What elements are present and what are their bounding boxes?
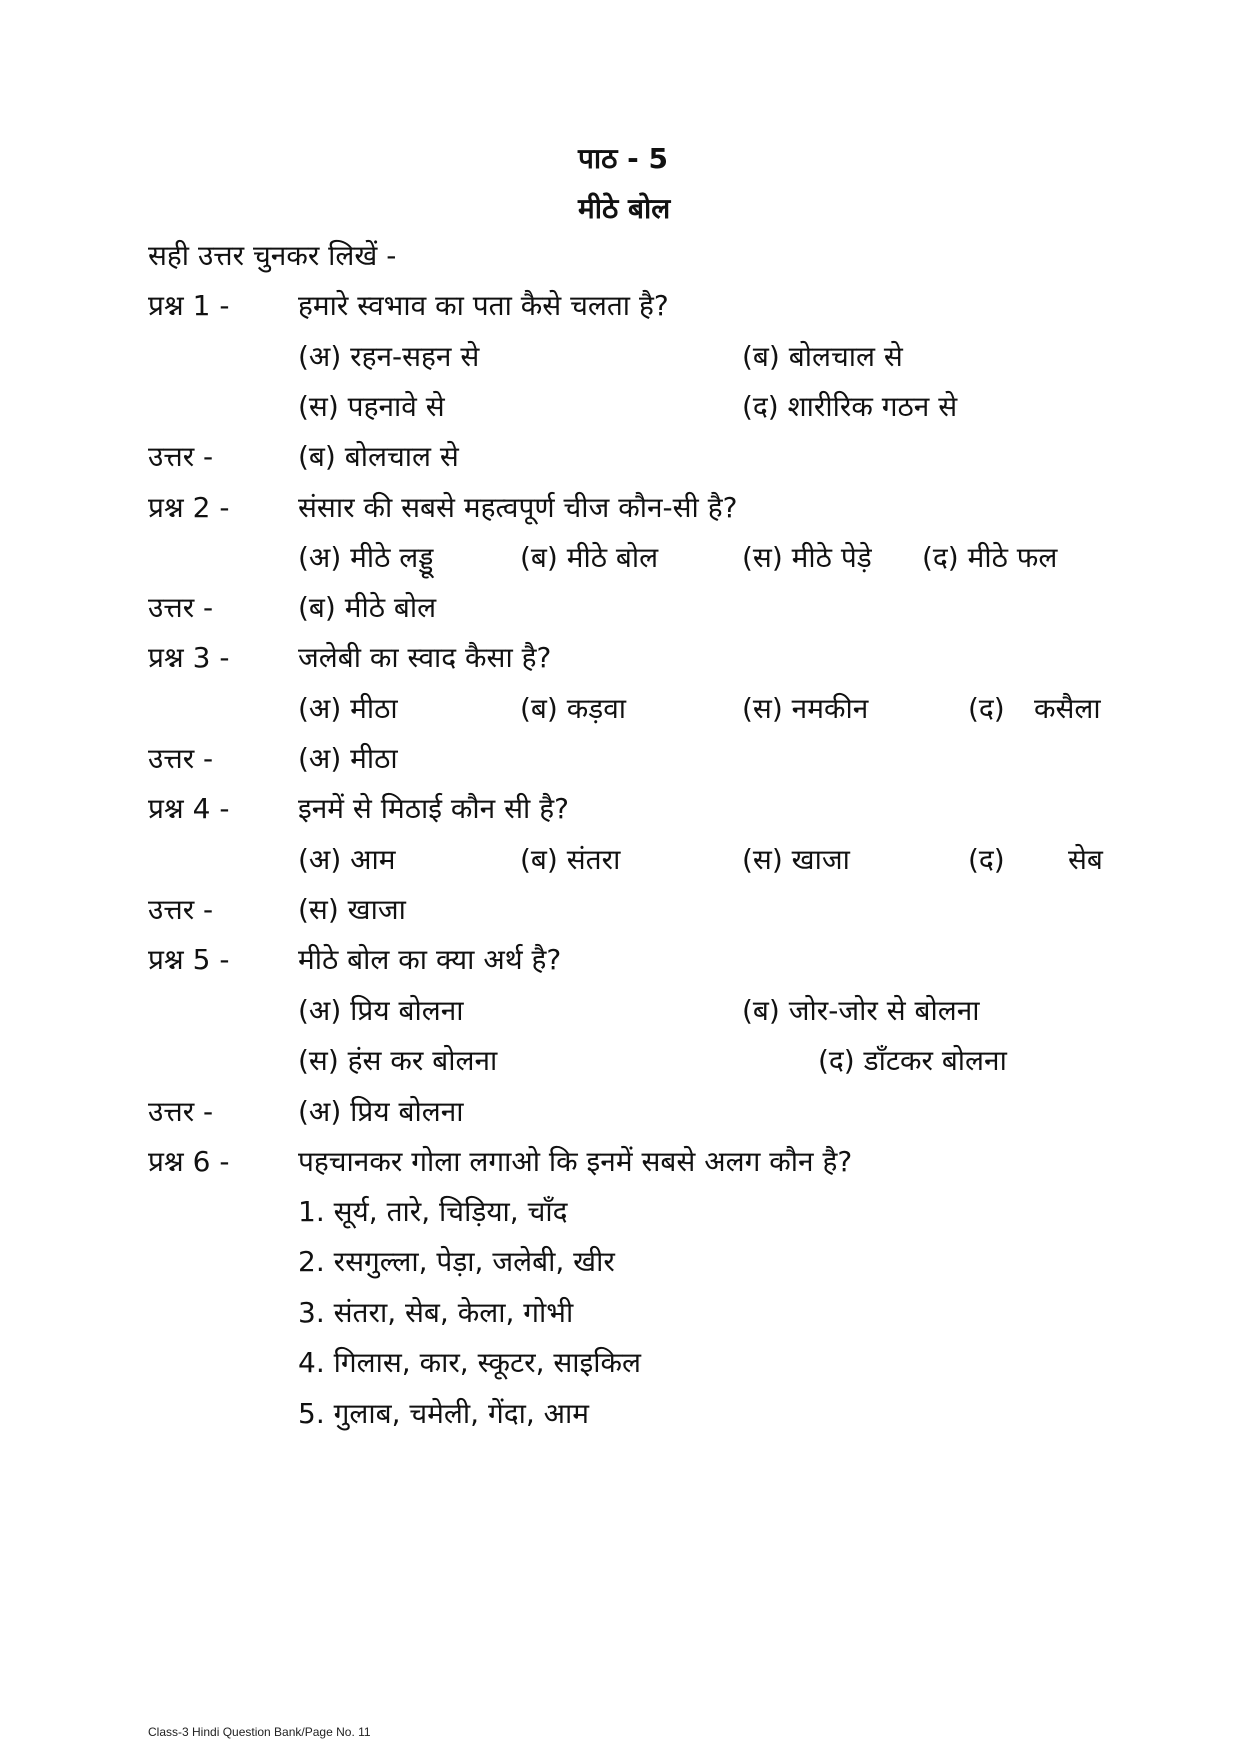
q3-question: जलेबी का स्वाद कैसा है? — [298, 641, 552, 674]
q2-option-b: (ब) मीठे बोल — [520, 541, 659, 574]
q2-option-c: (स) मीठे पेड़े — [742, 541, 872, 574]
q5-option-b: (ब) जोर-जोर से बोलना — [742, 994, 980, 1027]
q3-option-d-text: कसैला — [1034, 692, 1101, 725]
q4-option-c: (स) खाजा — [742, 843, 850, 876]
q6-item-1: 1. सूर्य, तारे, चिड़िया, चाँद — [298, 1195, 568, 1228]
q3-label: प्रश्न 3 - — [148, 641, 230, 674]
q6-item-2: 2. रसगुल्ला, पेड़ा, जलेबी, खीर — [298, 1245, 615, 1278]
q3-option-b: (ब) कड़वा — [520, 692, 627, 725]
q2-option-a: (अ) मीठे लड्डू — [298, 541, 434, 574]
q5-option-a: (अ) प्रिय बोलना — [298, 994, 464, 1027]
q4-option-a: (अ) आम — [298, 843, 396, 876]
q5-answer: (अ) प्रिय बोलना — [298, 1095, 464, 1128]
q5-label: प्रश्न 5 - — [148, 943, 230, 976]
q1-option-d: (द) शारीरिक गठन से — [742, 390, 958, 423]
chapter-number: पाठ - 5 — [578, 142, 669, 175]
q1-answer-label: उत्तर - — [148, 440, 214, 473]
q1-option-a: (अ) रहन-सहन से — [298, 340, 480, 373]
q6-item-5: 5. गुलाब, चमेली, गेंदा, आम — [298, 1397, 590, 1430]
q1-option-b: (ब) बोलचाल से — [742, 340, 903, 373]
q1-option-c: (स) पहनावे से — [298, 390, 445, 423]
q2-question: संसार की सबसे महत्वपूर्ण चीज कौन-सी है? — [298, 491, 738, 524]
q3-option-c: (स) नमकीन — [742, 692, 869, 725]
q2-answer: (ब) मीठे बोल — [298, 591, 437, 624]
q2-option-d: (द) मीठे फल — [922, 541, 1058, 574]
q3-answer: (अ) मीठा — [298, 742, 398, 775]
q6-item-3: 3. संतरा, सेब, केला, गोभी — [298, 1296, 574, 1329]
q5-answer-label: उत्तर - — [148, 1095, 214, 1128]
q5-option-d: (द) डाँटकर बोलना — [818, 1044, 1007, 1077]
q2-answer-label: उत्तर - — [148, 591, 214, 624]
chapter-title: मीठे बोल — [578, 192, 671, 225]
q4-label: प्रश्न 4 - — [148, 792, 230, 825]
q4-answer: (स) खाजा — [298, 893, 406, 926]
q5-question: मीठे बोल का क्या अर्थ है? — [298, 943, 562, 976]
q4-question: इनमें से मिठाई कौन सी है? — [298, 792, 569, 825]
q4-option-d-marker: (द) — [968, 843, 1005, 876]
q4-answer-label: उत्तर - — [148, 893, 214, 926]
q2-label: प्रश्न 2 - — [148, 491, 230, 524]
q4-option-d-text: सेब — [1068, 843, 1103, 876]
page-footer: Class-3 Hindi Question Bank/Page No. 11 — [148, 1725, 371, 1739]
q6-question: पहचानकर गोला लगाओ कि इनमें सबसे अलग कौन है? — [298, 1145, 853, 1178]
q1-question: हमारे स्वभाव का पता कैसे चलता है? — [298, 289, 669, 322]
q1-answer: (ब) बोलचाल से — [298, 440, 459, 473]
q6-label: प्रश्न 6 - — [148, 1145, 230, 1178]
q5-option-c: (स) हंस कर बोलना — [298, 1044, 498, 1077]
q3-option-a: (अ) मीठा — [298, 692, 398, 725]
q6-item-4: 4. गिलास, कार, स्कूटर, साइकिल — [298, 1346, 642, 1379]
q4-option-b: (ब) संतरा — [520, 843, 621, 876]
q3-option-d-marker: (द) — [968, 692, 1005, 725]
q3-answer-label: उत्तर - — [148, 742, 214, 775]
instruction: सही उत्तर चुनकर लिखें - — [148, 239, 397, 272]
q1-label: प्रश्न 1 - — [148, 289, 230, 322]
